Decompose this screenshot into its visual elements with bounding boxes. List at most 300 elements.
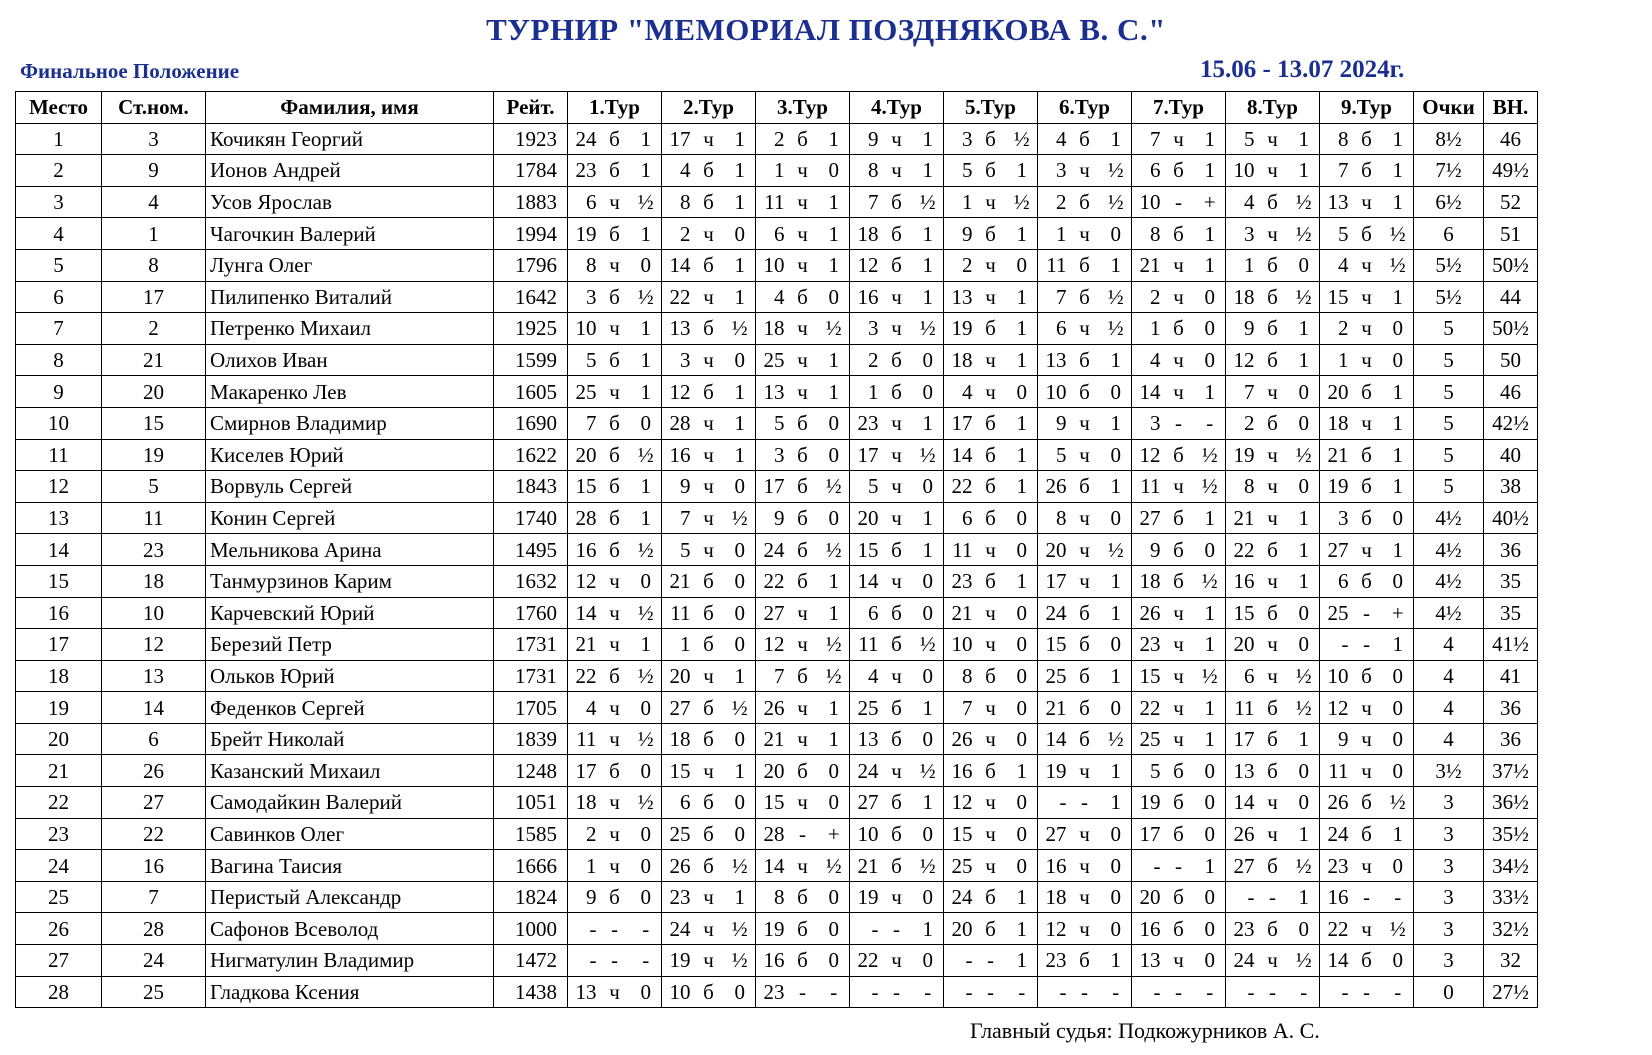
round-color: б: [1257, 534, 1289, 566]
player-name: Самодайкин Валерий: [206, 787, 494, 819]
col-round-8: 8.Тур: [1226, 92, 1320, 124]
round-opponent: 1: [1038, 218, 1069, 250]
round-result: ½: [631, 787, 662, 819]
round-opponent: 16: [1132, 913, 1163, 945]
round-result: 0: [1007, 376, 1038, 408]
round-color: ч: [787, 218, 819, 250]
round-color: ч: [1351, 249, 1383, 281]
round-color: б: [787, 660, 819, 692]
round-result: 1: [1195, 249, 1226, 281]
round-color: ч: [1351, 913, 1383, 945]
table-row: [16, 407, 1538, 439]
player-name: Усов Ярослав: [206, 186, 494, 218]
round-color: б: [1351, 945, 1383, 977]
round-result: ½: [913, 629, 944, 661]
round-result: 1: [819, 723, 850, 755]
round-result: 0: [725, 218, 756, 250]
round-opponent: 1: [850, 376, 881, 408]
round-color: ч: [975, 344, 1007, 376]
start-no-cell: 2: [102, 313, 206, 345]
round-color: ч: [975, 249, 1007, 281]
round-opponent: 22: [1320, 913, 1351, 945]
round-color: б: [975, 913, 1007, 945]
col-points: Очки: [1414, 92, 1484, 124]
round-opponent: 16: [662, 439, 693, 471]
round-opponent: 5: [1132, 755, 1163, 787]
round-result: 0: [725, 597, 756, 629]
round-opponent: 21: [1038, 692, 1069, 724]
round-result: 1: [1007, 755, 1038, 787]
table-row: [16, 913, 1538, 945]
round-color: ч: [975, 850, 1007, 882]
round-color: ч: [975, 376, 1007, 408]
round-opponent: 15: [1320, 281, 1351, 313]
round-color: ч: [787, 344, 819, 376]
round-result: 1: [1289, 881, 1320, 913]
round-result: 0: [1007, 818, 1038, 850]
round-color: б: [1163, 818, 1195, 850]
rating-cell: 1051: [494, 787, 568, 819]
round-result: +: [1195, 186, 1226, 218]
round-opponent: 27: [662, 692, 693, 724]
round-result: 0: [913, 344, 944, 376]
round-result: 0: [819, 945, 850, 977]
player-name: Перистый Александр: [206, 881, 494, 913]
round-opponent: 16: [756, 945, 787, 977]
round-opponent: 16: [1320, 881, 1351, 913]
round-color: б: [881, 534, 913, 566]
player-name: Ворвуль Сергей: [206, 471, 494, 503]
round-opponent: 14: [1132, 376, 1163, 408]
round-opponent: 19: [756, 913, 787, 945]
bh-cell: 50: [1484, 344, 1538, 376]
round-opponent: 7: [662, 502, 693, 534]
round-opponent: 20: [568, 439, 599, 471]
round-result: 1: [725, 281, 756, 313]
round-color: -: [1069, 787, 1101, 819]
round-result: 0: [725, 723, 756, 755]
start-no-cell: 18: [102, 565, 206, 597]
round-opponent: 21: [756, 723, 787, 755]
round-opponent: 13: [944, 281, 975, 313]
round-result: 0: [631, 881, 662, 913]
bh-cell: 36: [1484, 534, 1538, 566]
round-color: б: [881, 818, 913, 850]
bh-cell: 32: [1484, 945, 1538, 977]
round-color: б: [787, 439, 819, 471]
round-color: б: [693, 565, 725, 597]
round-opponent: 24: [1038, 597, 1069, 629]
round-color: б: [693, 692, 725, 724]
rating-cell: 1438: [494, 976, 568, 1008]
round-opponent: 8: [1132, 218, 1163, 250]
round-opponent: 14: [756, 850, 787, 882]
round-result: 1: [819, 597, 850, 629]
round-opponent: 24: [1226, 945, 1257, 977]
start-no-cell: 20: [102, 376, 206, 408]
round-result: ½: [725, 692, 756, 724]
round-result: ½: [913, 850, 944, 882]
round-result: 0: [1289, 913, 1320, 945]
place-cell: 22: [16, 787, 102, 819]
round-result: 1: [1007, 344, 1038, 376]
rating-cell: 1839: [494, 723, 568, 755]
round-opponent: -: [1038, 976, 1069, 1008]
round-result: 0: [1289, 787, 1320, 819]
round-result: 0: [913, 376, 944, 408]
round-opponent: 10: [1038, 376, 1069, 408]
bh-cell: 37½: [1484, 755, 1538, 787]
round-color: ч: [975, 597, 1007, 629]
round-result: 1: [1383, 281, 1414, 313]
round-opponent: 3: [662, 344, 693, 376]
round-color: ч: [1257, 471, 1289, 503]
round-opponent: 20: [944, 913, 975, 945]
round-result: ½: [819, 313, 850, 345]
round-result: 1: [1195, 502, 1226, 534]
player-name: Феденков Сергей: [206, 692, 494, 724]
round-result: 0: [913, 565, 944, 597]
round-color: б: [1069, 692, 1101, 724]
round-opponent: 17: [1226, 723, 1257, 755]
round-opponent: 28: [568, 502, 599, 534]
points-cell: 5: [1414, 313, 1484, 345]
round-opponent: 4: [850, 660, 881, 692]
place-cell: 14: [16, 534, 102, 566]
start-no-cell: 23: [102, 534, 206, 566]
round-color: б: [1257, 723, 1289, 755]
round-color: ч: [1069, 534, 1101, 566]
rating-cell: 1760: [494, 597, 568, 629]
round-opponent: 7: [944, 692, 975, 724]
round-result: 0: [1007, 249, 1038, 281]
round-opponent: 12: [1132, 439, 1163, 471]
round-opponent: 18: [568, 787, 599, 819]
round-result: ½: [1101, 281, 1132, 313]
rating-cell: 1784: [494, 155, 568, 187]
round-opponent: 23: [756, 976, 787, 1008]
round-opponent: 12: [1038, 913, 1069, 945]
round-opponent: 26: [1132, 597, 1163, 629]
rating-cell: 1883: [494, 186, 568, 218]
start-no-cell: 12: [102, 629, 206, 661]
round-result: 0: [1007, 629, 1038, 661]
round-color: б: [693, 629, 725, 661]
round-result: 0: [1101, 913, 1132, 945]
round-color: б: [881, 787, 913, 819]
round-color: б: [1257, 249, 1289, 281]
round-opponent: 1: [662, 629, 693, 661]
round-opponent: -: [944, 976, 975, 1008]
player-name: Карчевский Юрий: [206, 597, 494, 629]
round-opponent: 10: [1132, 186, 1163, 218]
round-result: 1: [1007, 881, 1038, 913]
round-color: ч: [693, 218, 725, 250]
round-result: 1: [913, 502, 944, 534]
round-opponent: 14: [850, 565, 881, 597]
round-result: 1: [819, 565, 850, 597]
round-color: ч: [599, 976, 631, 1008]
place-cell: 13: [16, 502, 102, 534]
round-color: ч: [1163, 660, 1195, 692]
round-color: б: [599, 218, 631, 250]
round-color: б: [1351, 502, 1383, 534]
round-result: 0: [631, 692, 662, 724]
player-name: Танмурзинов Карим: [206, 565, 494, 597]
round-result: 1: [1101, 660, 1132, 692]
round-opponent: 6: [1038, 313, 1069, 345]
points-cell: 5: [1414, 471, 1484, 503]
table-row: [16, 249, 1538, 281]
round-opponent: 5: [1320, 218, 1351, 250]
points-cell: 4½: [1414, 534, 1484, 566]
round-color: ч: [599, 850, 631, 882]
round-color: ч: [1351, 692, 1383, 724]
round-result: ½: [1383, 787, 1414, 819]
round-color: -: [1069, 976, 1101, 1008]
round-result: ½: [913, 313, 944, 345]
round-color: б: [975, 471, 1007, 503]
round-opponent: 10: [944, 629, 975, 661]
round-color: б: [599, 155, 631, 187]
bh-cell: 35: [1484, 597, 1538, 629]
round-opponent: 21: [1226, 502, 1257, 534]
round-opponent: 28: [756, 818, 787, 850]
round-opponent: 11: [1132, 471, 1163, 503]
round-result: 1: [819, 123, 850, 155]
round-color: ч: [881, 945, 913, 977]
round-color: б: [881, 597, 913, 629]
round-color: -: [599, 913, 631, 945]
round-result: 1: [1289, 344, 1320, 376]
round-color: ч: [693, 407, 725, 439]
round-opponent: 27: [850, 787, 881, 819]
round-result: 1: [913, 692, 944, 724]
round-result: 1: [631, 155, 662, 187]
round-color: б: [1163, 913, 1195, 945]
rating-cell: 1000: [494, 913, 568, 945]
round-color: б: [881, 344, 913, 376]
round-color: ч: [599, 723, 631, 755]
place-cell: 10: [16, 407, 102, 439]
round-result: ½: [1195, 471, 1226, 503]
round-result: 1: [1383, 155, 1414, 187]
round-opponent: 17: [568, 755, 599, 787]
start-no-cell: 13: [102, 660, 206, 692]
round-color: б: [975, 881, 1007, 913]
round-color: ч: [693, 534, 725, 566]
round-result: ½: [1101, 534, 1132, 566]
round-result: 1: [1383, 186, 1414, 218]
round-color: б: [1351, 218, 1383, 250]
table-row: [16, 123, 1538, 155]
round-opponent: -: [944, 945, 975, 977]
round-color: б: [599, 660, 631, 692]
table-row: [16, 439, 1538, 471]
round-result: 1: [1195, 597, 1226, 629]
round-result: ½: [1101, 313, 1132, 345]
round-color: ч: [693, 755, 725, 787]
start-no-cell: 26: [102, 755, 206, 787]
round-opponent: 8: [1320, 123, 1351, 155]
round-color: ч: [881, 660, 913, 692]
round-result: 0: [1383, 344, 1414, 376]
round-color: ч: [693, 881, 725, 913]
round-result: ½: [819, 629, 850, 661]
round-opponent: 9: [568, 881, 599, 913]
round-opponent: 22: [1226, 534, 1257, 566]
round-opponent: 1: [944, 186, 975, 218]
round-color: ч: [1257, 439, 1289, 471]
points-cell: 3: [1414, 850, 1484, 882]
round-color: ч: [1351, 313, 1383, 345]
table-row: [16, 281, 1538, 313]
round-opponent: 23: [1038, 945, 1069, 977]
round-result: 1: [1383, 123, 1414, 155]
start-no-cell: 17: [102, 281, 206, 313]
round-opponent: 13: [568, 976, 599, 1008]
round-opponent: 17: [1132, 818, 1163, 850]
round-opponent: 5: [850, 471, 881, 503]
round-result: 1: [1007, 218, 1038, 250]
round-color: б: [881, 850, 913, 882]
round-result: 1: [913, 407, 944, 439]
round-opponent: 4: [944, 376, 975, 408]
round-opponent: 3: [1320, 502, 1351, 534]
round-opponent: 25: [1320, 597, 1351, 629]
round-color: б: [1351, 787, 1383, 819]
round-color: б: [1163, 534, 1195, 566]
place-cell: 5: [16, 249, 102, 281]
rating-cell: 1622: [494, 439, 568, 471]
round-opponent: 20: [850, 502, 881, 534]
table-row: [16, 186, 1538, 218]
round-opponent: 8: [756, 881, 787, 913]
points-cell: 6: [1414, 218, 1484, 250]
points-cell: 4: [1414, 692, 1484, 724]
round-color: б: [1257, 313, 1289, 345]
round-result: 1: [913, 218, 944, 250]
round-result: -: [913, 976, 944, 1008]
round-opponent: 24: [850, 755, 881, 787]
round-opponent: 1: [1226, 249, 1257, 281]
round-opponent: 18: [944, 344, 975, 376]
round-color: -: [787, 818, 819, 850]
round-color: ч: [881, 155, 913, 187]
round-color: б: [787, 534, 819, 566]
round-opponent: 27: [1226, 850, 1257, 882]
place-cell: 8: [16, 344, 102, 376]
bh-cell: 27½: [1484, 976, 1538, 1008]
start-no-cell: 22: [102, 818, 206, 850]
round-result: 1: [1383, 376, 1414, 408]
round-color: ч: [1351, 407, 1383, 439]
start-no-cell: 9: [102, 155, 206, 187]
points-cell: 4: [1414, 629, 1484, 661]
round-result: 0: [1101, 439, 1132, 471]
round-opponent: 23: [1132, 629, 1163, 661]
round-opponent: 25: [1132, 723, 1163, 755]
rating-cell: 1495: [494, 534, 568, 566]
round-result: 1: [819, 218, 850, 250]
round-color: б: [1257, 344, 1289, 376]
start-no-cell: 11: [102, 502, 206, 534]
table-row: [16, 881, 1538, 913]
round-opponent: 9: [662, 471, 693, 503]
round-opponent: 20: [1320, 376, 1351, 408]
points-cell: 3: [1414, 945, 1484, 977]
round-opponent: 9: [1226, 313, 1257, 345]
round-opponent: 28: [662, 407, 693, 439]
round-opponent: 23: [1320, 850, 1351, 882]
round-color: б: [1163, 881, 1195, 913]
bh-cell: 36: [1484, 723, 1538, 755]
round-result: ½: [1289, 660, 1320, 692]
round-result: 0: [1195, 313, 1226, 345]
round-color: ч: [787, 313, 819, 345]
round-color: ч: [693, 660, 725, 692]
round-opponent: 18: [1132, 565, 1163, 597]
player-name: Нигматулин Владимир: [206, 945, 494, 977]
round-result: 0: [1007, 723, 1038, 755]
round-opponent: 14: [1226, 787, 1257, 819]
round-result: 0: [1383, 850, 1414, 882]
round-color: ч: [787, 597, 819, 629]
player-name: Сафонов Всеволод: [206, 913, 494, 945]
round-result: 0: [1383, 755, 1414, 787]
place-cell: 26: [16, 913, 102, 945]
round-opponent: 9: [944, 218, 975, 250]
round-opponent: -: [568, 945, 599, 977]
round-color: б: [599, 407, 631, 439]
points-cell: 5: [1414, 376, 1484, 408]
round-result: 0: [631, 755, 662, 787]
round-color: ч: [1069, 155, 1101, 187]
table-row: [16, 471, 1538, 503]
col-round-9: 9.Тур: [1320, 92, 1414, 124]
round-opponent: 13: [1038, 344, 1069, 376]
rating-cell: 1605: [494, 376, 568, 408]
round-color: б: [787, 881, 819, 913]
start-no-cell: 6: [102, 723, 206, 755]
round-color: ч: [1257, 155, 1289, 187]
round-color: б: [975, 155, 1007, 187]
round-opponent: 12: [850, 249, 881, 281]
bh-cell: 35½: [1484, 818, 1538, 850]
round-color: б: [975, 660, 1007, 692]
round-opponent: 17: [850, 439, 881, 471]
round-opponent: -: [1320, 976, 1351, 1008]
round-color: ч: [599, 692, 631, 724]
round-opponent: 20: [1226, 629, 1257, 661]
round-color: б: [599, 534, 631, 566]
round-result: 1: [1289, 155, 1320, 187]
round-color: б: [1069, 123, 1101, 155]
round-opponent: 14: [1038, 723, 1069, 755]
round-color: б: [975, 502, 1007, 534]
round-result: 1: [1007, 281, 1038, 313]
round-opponent: -: [1038, 787, 1069, 819]
round-color: б: [1163, 565, 1195, 597]
table-row: [16, 629, 1538, 661]
round-color: б: [881, 723, 913, 755]
round-opponent: 2: [662, 218, 693, 250]
place-cell: 25: [16, 881, 102, 913]
round-result: ½: [1007, 186, 1038, 218]
round-result: 1: [1195, 692, 1226, 724]
round-opponent: 18: [1226, 281, 1257, 313]
round-opponent: 16: [850, 281, 881, 313]
